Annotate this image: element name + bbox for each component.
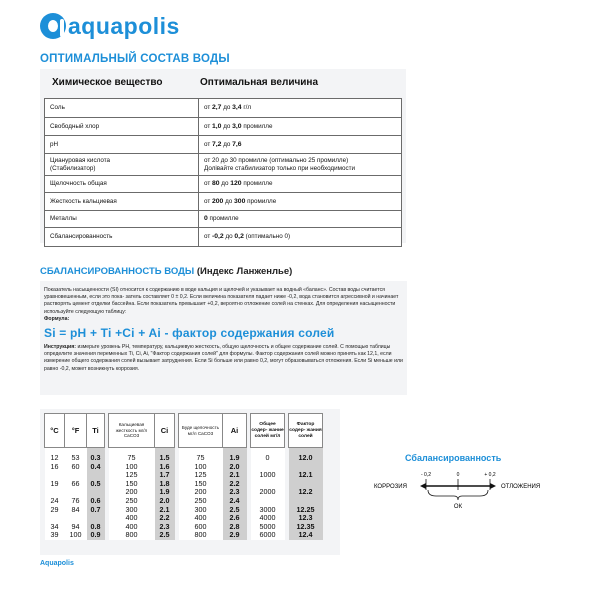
saturation-intro-text: Показатель насыщенности (SI) относится к содержанию в воде кальция и щелочей и указывает на водный «баланс». Состав воды считается уравновешенным, если это пока- затель составляет 0 ± 0,2. Если величина показателя падает ниже -0,2, вода становится агрессивной и начинает растворять цемент отделки бассейна. Если показатель превышает +0,2, вероятно отложение солей на стенках. Для определения насыщенности используйте следующую таблицу: bbox=[44, 287, 399, 315]
footer-brand: Aquapolis bbox=[40, 560, 74, 567]
cell-fahrenheit: 84 bbox=[65, 506, 87, 515]
si-table-panel bbox=[40, 409, 340, 555]
si-row bbox=[45, 531, 323, 540]
label-corrosion: КОРРОЗИЯ bbox=[374, 484, 407, 490]
optimal-table-header bbox=[40, 69, 406, 96]
header-calcium: Кальциевая жесткость мг/л CaCO3 bbox=[109, 414, 155, 448]
tick-plus: + 0,2 bbox=[484, 472, 496, 478]
cell-alkalinity: 600 bbox=[179, 523, 223, 532]
logo-drop-icon bbox=[40, 13, 66, 39]
cell-ai: 2.4 bbox=[223, 497, 247, 506]
cell-ai: 1.9 bbox=[223, 448, 247, 463]
cell-tds: 6000 bbox=[251, 531, 285, 540]
cell-alkalinity: 800 bbox=[179, 531, 223, 540]
tick-zero: 0 bbox=[456, 472, 460, 478]
table-row bbox=[45, 154, 402, 176]
header-chemical: Химическое вещество bbox=[52, 77, 163, 88]
cell-ti: 0.4 bbox=[87, 463, 105, 472]
cell-ti: 0.9 bbox=[87, 531, 105, 540]
cell-ai: 2.2 bbox=[223, 480, 247, 489]
si-row bbox=[45, 480, 323, 489]
cell-ai: 2.3 bbox=[223, 488, 247, 497]
cell-calcium: 125 bbox=[109, 471, 155, 480]
si-row bbox=[45, 488, 323, 497]
cell-tds: 4000 bbox=[251, 514, 285, 523]
header-ci: Ci bbox=[155, 414, 175, 448]
cell-alkalinity: 125 bbox=[179, 471, 223, 480]
tick-minus: - 0,2 bbox=[420, 472, 432, 478]
cell-tds-factor: 12.1 bbox=[289, 471, 323, 480]
optimal-composition-panel bbox=[40, 69, 406, 243]
chemical-name: pH bbox=[45, 136, 199, 154]
table-row bbox=[45, 99, 402, 118]
cell-alkalinity: 200 bbox=[179, 488, 223, 497]
cell-tds: 3000 bbox=[251, 506, 285, 515]
optimal-value: от -0,2 до 0,2 (оптимально 0) bbox=[199, 228, 402, 247]
cell-alkalinity: 300 bbox=[179, 506, 223, 515]
chemical-name: Металлы bbox=[45, 211, 199, 228]
cell-celsius: 39 bbox=[45, 531, 65, 540]
table-row bbox=[45, 193, 402, 211]
header-alkalinity: Буде щелочность мг/л CaCO3 bbox=[179, 414, 223, 448]
cell-celsius: 24 bbox=[45, 497, 65, 506]
si-row bbox=[45, 497, 323, 506]
table-row bbox=[45, 228, 402, 247]
cell-alkalinity: 100 bbox=[179, 463, 223, 472]
si-row bbox=[45, 523, 323, 532]
aquapolis-logo bbox=[40, 11, 180, 41]
cell-tds-factor: 12.35 bbox=[289, 523, 323, 532]
si-table-body bbox=[45, 448, 323, 540]
cell-celsius: 29 bbox=[45, 506, 65, 515]
header-optimal: Оптимальная величина bbox=[200, 77, 319, 88]
optimal-value: от 1,0 до 3,0 промилле bbox=[199, 118, 402, 136]
optimal-composition-title: ОПТИМАЛЬНЫЙ СОСТАВ ВОДЫ bbox=[40, 53, 230, 65]
formula-label: Формула: bbox=[44, 315, 70, 322]
balance-scale-title: Сбалансированность bbox=[405, 453, 502, 463]
cell-ci: 2.2 bbox=[155, 514, 175, 523]
cell-ci: 2.1 bbox=[155, 506, 175, 515]
table-row bbox=[45, 211, 402, 228]
cell-celsius: 12 bbox=[45, 448, 65, 463]
cell-calcium: 800 bbox=[109, 531, 155, 540]
cell-calcium: 250 bbox=[109, 497, 155, 506]
cell-tds: 5000 bbox=[251, 523, 285, 532]
optimal-value: 0 промилле bbox=[199, 211, 402, 228]
saturation-index-panel bbox=[40, 281, 407, 395]
cell-tds-factor: 12.2 bbox=[289, 488, 323, 497]
cell-ai: 2.8 bbox=[223, 523, 247, 532]
instructions-text: Инструкция: измерьте уровень PH, температуру, кальциевую жесткость, общую щелочность и общее содержание солей. С помощью таблицы определите значения переменных Ti, Ci, Ai, "Фактор содержания солей" для формулы. Фактор содержания солей можно принять как 12,1, если измерение общего содержания солей вызывает затруднения. Если Si больше или равно 0,2, могут образовываться отложения. Если Si меньше или равно -0,2, может возникнуть коррозия. bbox=[44, 344, 403, 372]
optimal-value: от 7,2 до 7,6 bbox=[199, 136, 402, 154]
optimal-value: от 80 до 120 промилле bbox=[199, 176, 402, 193]
cell-ci: 2.5 bbox=[155, 531, 175, 540]
cell-tds-factor: 12.3 bbox=[289, 514, 323, 523]
arrow-right bbox=[490, 483, 496, 489]
optimal-value: от 2,7 до 3,4 г/л bbox=[199, 99, 402, 118]
cell-alkalinity: 75 bbox=[179, 448, 223, 463]
cell-calcium: 200 bbox=[109, 488, 155, 497]
ok-brace bbox=[428, 490, 488, 500]
cell-fahrenheit: 94 bbox=[65, 523, 87, 532]
cell-fahrenheit: 66 bbox=[65, 480, 87, 489]
cell-tds-factor: 12.0 bbox=[289, 448, 323, 463]
si-row bbox=[45, 514, 323, 523]
optimal-value: от 20 до 30 промилле (оптимально 25 промилле) Долівайте стабилизатор только при необходимости bbox=[199, 154, 402, 176]
cell-celsius: 34 bbox=[45, 523, 65, 532]
cell-tds-factor: 12.25 bbox=[289, 506, 323, 515]
cell-ci: 1.8 bbox=[155, 480, 175, 489]
si-row bbox=[45, 448, 323, 463]
cell-tds: 2000 bbox=[251, 488, 285, 497]
cell-ti: 0.7 bbox=[87, 506, 105, 515]
cell-celsius: 16 bbox=[45, 463, 65, 472]
si-row bbox=[45, 506, 323, 515]
cell-alkalinity: 400 bbox=[179, 514, 223, 523]
cell-fahrenheit: 100 bbox=[65, 531, 87, 540]
si-row bbox=[45, 471, 323, 480]
cell-tds: 0 bbox=[251, 448, 285, 463]
cell-ci: 1.6 bbox=[155, 463, 175, 472]
cell-alkalinity: 150 bbox=[179, 480, 223, 489]
water-balance-title: СБАЛАНСИРОВАННОСТЬ ВОДЫ (Индекс Ланженлье) bbox=[40, 266, 293, 277]
si-values-table bbox=[44, 413, 323, 540]
table-row bbox=[45, 176, 402, 193]
cell-ai: 2.6 bbox=[223, 514, 247, 523]
cell-ai: 2.0 bbox=[223, 463, 247, 472]
cell-ci: 1.7 bbox=[155, 471, 175, 480]
cell-ti: 0.3 bbox=[87, 448, 105, 463]
cell-calcium: 300 bbox=[109, 506, 155, 515]
optimal-value: от 200 до 300 промилле bbox=[199, 193, 402, 211]
cell-ai: 2.5 bbox=[223, 506, 247, 515]
logo-text: aquapolis bbox=[68, 12, 180, 39]
header-tds: Общее содер- жание солей мг/л bbox=[251, 414, 285, 448]
table-row bbox=[45, 118, 402, 136]
cell-ti: 0.5 bbox=[87, 480, 105, 489]
cell-calcium: 75 bbox=[109, 448, 155, 463]
chemical-name: Циануровая кислота (Стабилизатор) bbox=[45, 154, 199, 176]
cell-tds: 1000 bbox=[251, 471, 285, 480]
chemical-name: Соль bbox=[45, 99, 199, 118]
cell-celsius: 19 bbox=[45, 480, 65, 489]
cell-tds-factor: 12.4 bbox=[289, 531, 323, 540]
cell-calcium: 100 bbox=[109, 463, 155, 472]
si-row bbox=[45, 463, 323, 472]
cell-fahrenheit: 53 bbox=[65, 448, 87, 463]
cell-calcium: 400 bbox=[109, 523, 155, 532]
header-ai: Ai bbox=[223, 414, 247, 448]
cell-fahrenheit: 60 bbox=[65, 463, 87, 472]
si-header-row bbox=[45, 414, 323, 448]
chemical-name: Щелочность общая bbox=[45, 176, 199, 193]
chemical-name: Свободный хлор bbox=[45, 118, 199, 136]
header-celsius: °C bbox=[45, 414, 65, 448]
cell-ci: 2.3 bbox=[155, 523, 175, 532]
cell-ci: 2.0 bbox=[155, 497, 175, 506]
cell-calcium: 150 bbox=[109, 480, 155, 489]
label-ok: ОК bbox=[453, 504, 463, 510]
saturation-formula: Si = pH + Ti +Ci + Ai - фактор содержания солей bbox=[44, 326, 335, 341]
cell-ai: 2.9 bbox=[223, 531, 247, 540]
header-ti: Ti bbox=[87, 414, 105, 448]
table-row bbox=[45, 136, 402, 154]
optimal-composition-table bbox=[44, 98, 402, 247]
cell-ci: 1.5 bbox=[155, 448, 175, 463]
cell-ai: 2.1 bbox=[223, 471, 247, 480]
cell-ti: 0.8 bbox=[87, 523, 105, 532]
chemical-name: Сбалансированность bbox=[45, 228, 199, 247]
arrow-left bbox=[420, 483, 426, 489]
header-tds-factor: Фактор содер- жания солей bbox=[289, 414, 323, 448]
header-fahrenheit: °F bbox=[65, 414, 87, 448]
label-deposits: ОТЛОЖЕНИЯ bbox=[501, 484, 541, 490]
balance-scale-diagram bbox=[370, 466, 570, 514]
cell-ti: 0.6 bbox=[87, 497, 105, 506]
chemical-name: Жесткость кальциевая bbox=[45, 193, 199, 211]
cell-calcium: 400 bbox=[109, 514, 155, 523]
cell-ci: 1.9 bbox=[155, 488, 175, 497]
cell-fahrenheit: 76 bbox=[65, 497, 87, 506]
cell-alkalinity: 250 bbox=[179, 497, 223, 506]
